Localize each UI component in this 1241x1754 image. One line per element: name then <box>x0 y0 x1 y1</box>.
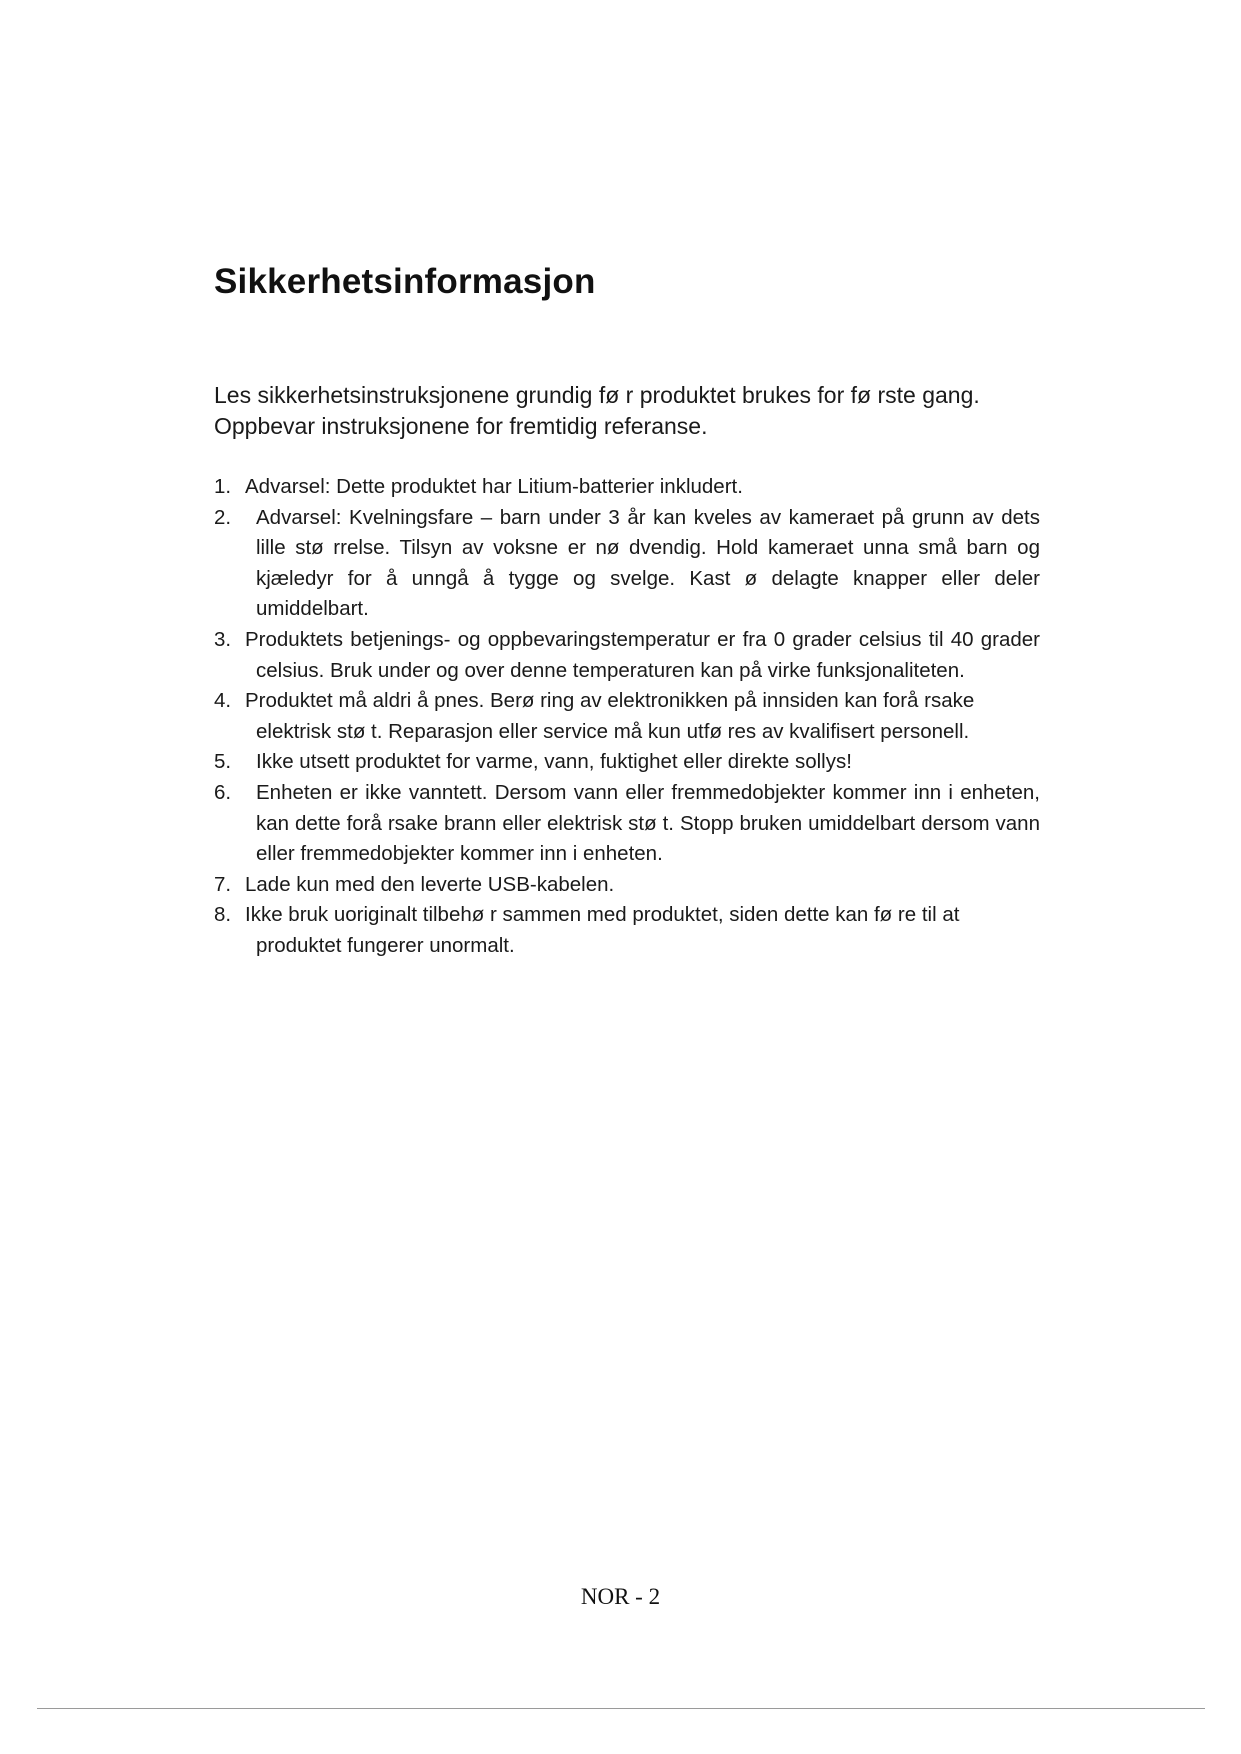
page-title: Sikkerhetsinformasjon <box>214 262 596 301</box>
page-number: NOR - 2 <box>580 1584 661 1609</box>
list-item-text: Lade kun med den leverte USB-kabelen. <box>245 872 615 896</box>
list-item-text: Ikke utsett produktet for varme, vann, fuktighet eller direkte sollys! <box>256 750 852 774</box>
list-item <box>214 778 1040 870</box>
bottom-divider <box>37 1708 1205 1709</box>
list-item-number: 1. <box>214 475 232 498</box>
list-item-number: 2. <box>214 505 232 529</box>
list-item <box>214 625 1040 686</box>
list-item-number: 5. <box>214 750 232 774</box>
list-item-number: 3. <box>214 627 232 651</box>
safety-list <box>214 472 1040 962</box>
list-item <box>214 472 1040 503</box>
intro-line: Les sikkerhetsinstruksjonene grundig fø r produktet brukes for fø rste gang. <box>214 382 980 408</box>
list-item <box>214 747 1040 778</box>
list-item-text: Advarsel: Dette produktet har Litium-batterier inkludert. <box>245 475 743 498</box>
intro-paragraph <box>214 380 1034 442</box>
list-item-text: Advarsel: Kvelningsfare – barn under 3 år kan kveles av kameraet på grunn av dets lille stø rrelse. Tilsyn av voksne er nø dvendig. Hold kameraet unna små barn og kjæledyr for å unngå å tygge og svelge. Kast ø delagte knapper eller deler umiddelbart. <box>256 505 1040 621</box>
list-item-number: 7. <box>214 872 232 896</box>
list-item-text: Produktet må aldri å pnes. Berø ring av elektronikken på innsiden kan forå rsake elektrisk stø t. Reparasjon eller service må kun utfø res av kvalifisert personell. <box>245 689 975 743</box>
list-item <box>214 686 1040 747</box>
list-item-text: Produktets betjenings- og oppbevaringstemperatur er fra 0 grader celsius til 40 grader celsius. Bruk under og over denne temperaturen kan på virke funksjonaliteten. <box>245 627 1040 682</box>
list-item <box>214 900 1040 961</box>
list-item-number: 6. <box>214 780 232 804</box>
list-item <box>214 870 1040 901</box>
list-item-number: 8. <box>214 903 232 927</box>
intro-line: Oppbevar instruksjonene for fremtidig referanse. <box>214 413 708 439</box>
list-item-text: Ikke bruk uoriginalt tilbehø r sammen med produktet, siden dette kan fø re til at produktet fungerer unormalt. <box>245 903 960 957</box>
list-item-text: Enheten er ikke vanntett. Dersom vann eller fremmedobjekter kommer inn i enheten, kan dette forå rsake brann eller elektrisk stø t. Stopp bruken umiddelbart dersom vann eller fremmedobjekter kommer inn i enheten. <box>256 780 1040 866</box>
list-item-number: 4. <box>214 689 232 713</box>
list-item <box>214 503 1040 625</box>
